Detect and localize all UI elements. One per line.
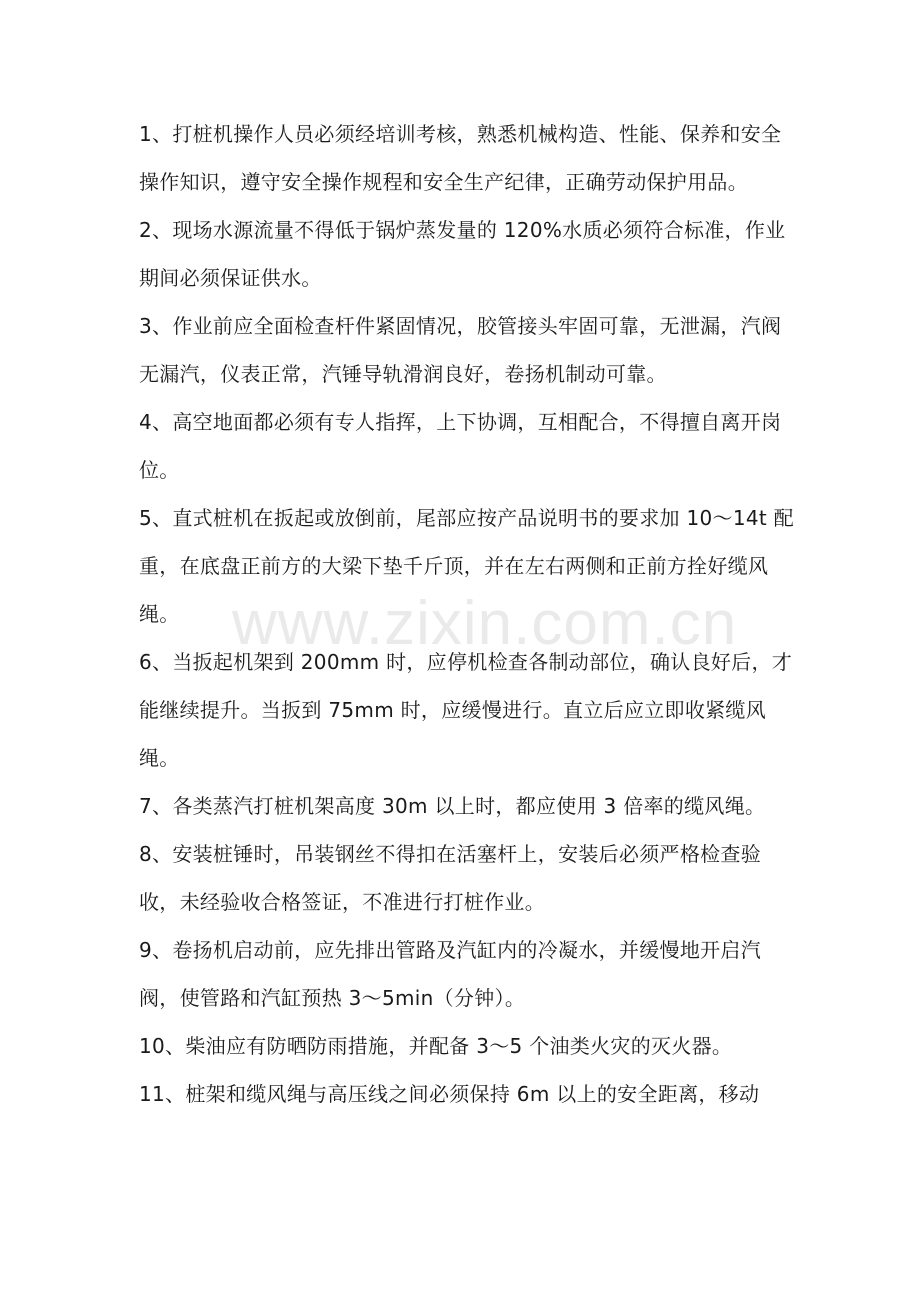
list-item: 4、高空地面都必须有专人指挥，上下协调，互相配合，不得擅自离开岗位。 xyxy=(139,410,782,482)
list-item: 2、现场水源流量不得低于锅炉蒸发量的 120%水质必须符合标准，作业期间必须保证供水。 xyxy=(139,218,786,290)
list-item: 8、安装桩锤时，吊装钢丝不得扣在活塞杆上，安装后必须严格检查验收，未经验收合格签证，不准进行打桩作业。 xyxy=(139,842,762,914)
list-item: 11、桩架和缆风绳与高压线之间必须保持 6m 以上的安全距离，移动 xyxy=(139,1082,760,1106)
list-item: 3、作业前应全面检查杆件紧固情况，胶管接头牢固可靠，无泄漏，汽阀无漏汽，仪表正常，汽锤导轨滑润良好，卷扬机制动可靠。 xyxy=(139,314,782,386)
list-item: 6、当扳起机架到 200mm 时，应停机检查各制动部位，确认良好后，才能继续提升。当扳到 75mm 时，应缓慢进行。直立后应立即收紧缆风绳。 xyxy=(139,650,793,770)
list-item: 10、柴油应有防晒防雨措施，并配备 3～5 个油类火灾的灭火器。 xyxy=(139,1034,733,1058)
document-body xyxy=(139,110,799,1118)
list-item: 7、各类蒸汽打桩机架高度 30m 以上时，都应使用 3 倍率的缆风绳。 xyxy=(139,794,766,818)
list-item: 9、卷扬机启动前，应先排出管路及汽缸内的冷凝水，并缓慢地开启汽阀，使管路和汽缸预热 3～5min（分钟）。 xyxy=(139,938,762,1010)
list-item: 1、打桩机操作人员必须经培训考核，熟悉机械构造、性能、保养和安全操作知识，遵守安全操作规程和安全生产纪律，正确劳动保护用品。 xyxy=(139,122,782,194)
watermark: www.zixin.com.cn xyxy=(232,589,738,658)
list-item: 5、直式桩机在扳起或放倒前，尾部应按产品说明书的要求加 10～14t 配重，在底盘正前方的大梁下垫千斤顶，并在左右两侧和正前方拴好缆风绳。 xyxy=(139,506,794,626)
